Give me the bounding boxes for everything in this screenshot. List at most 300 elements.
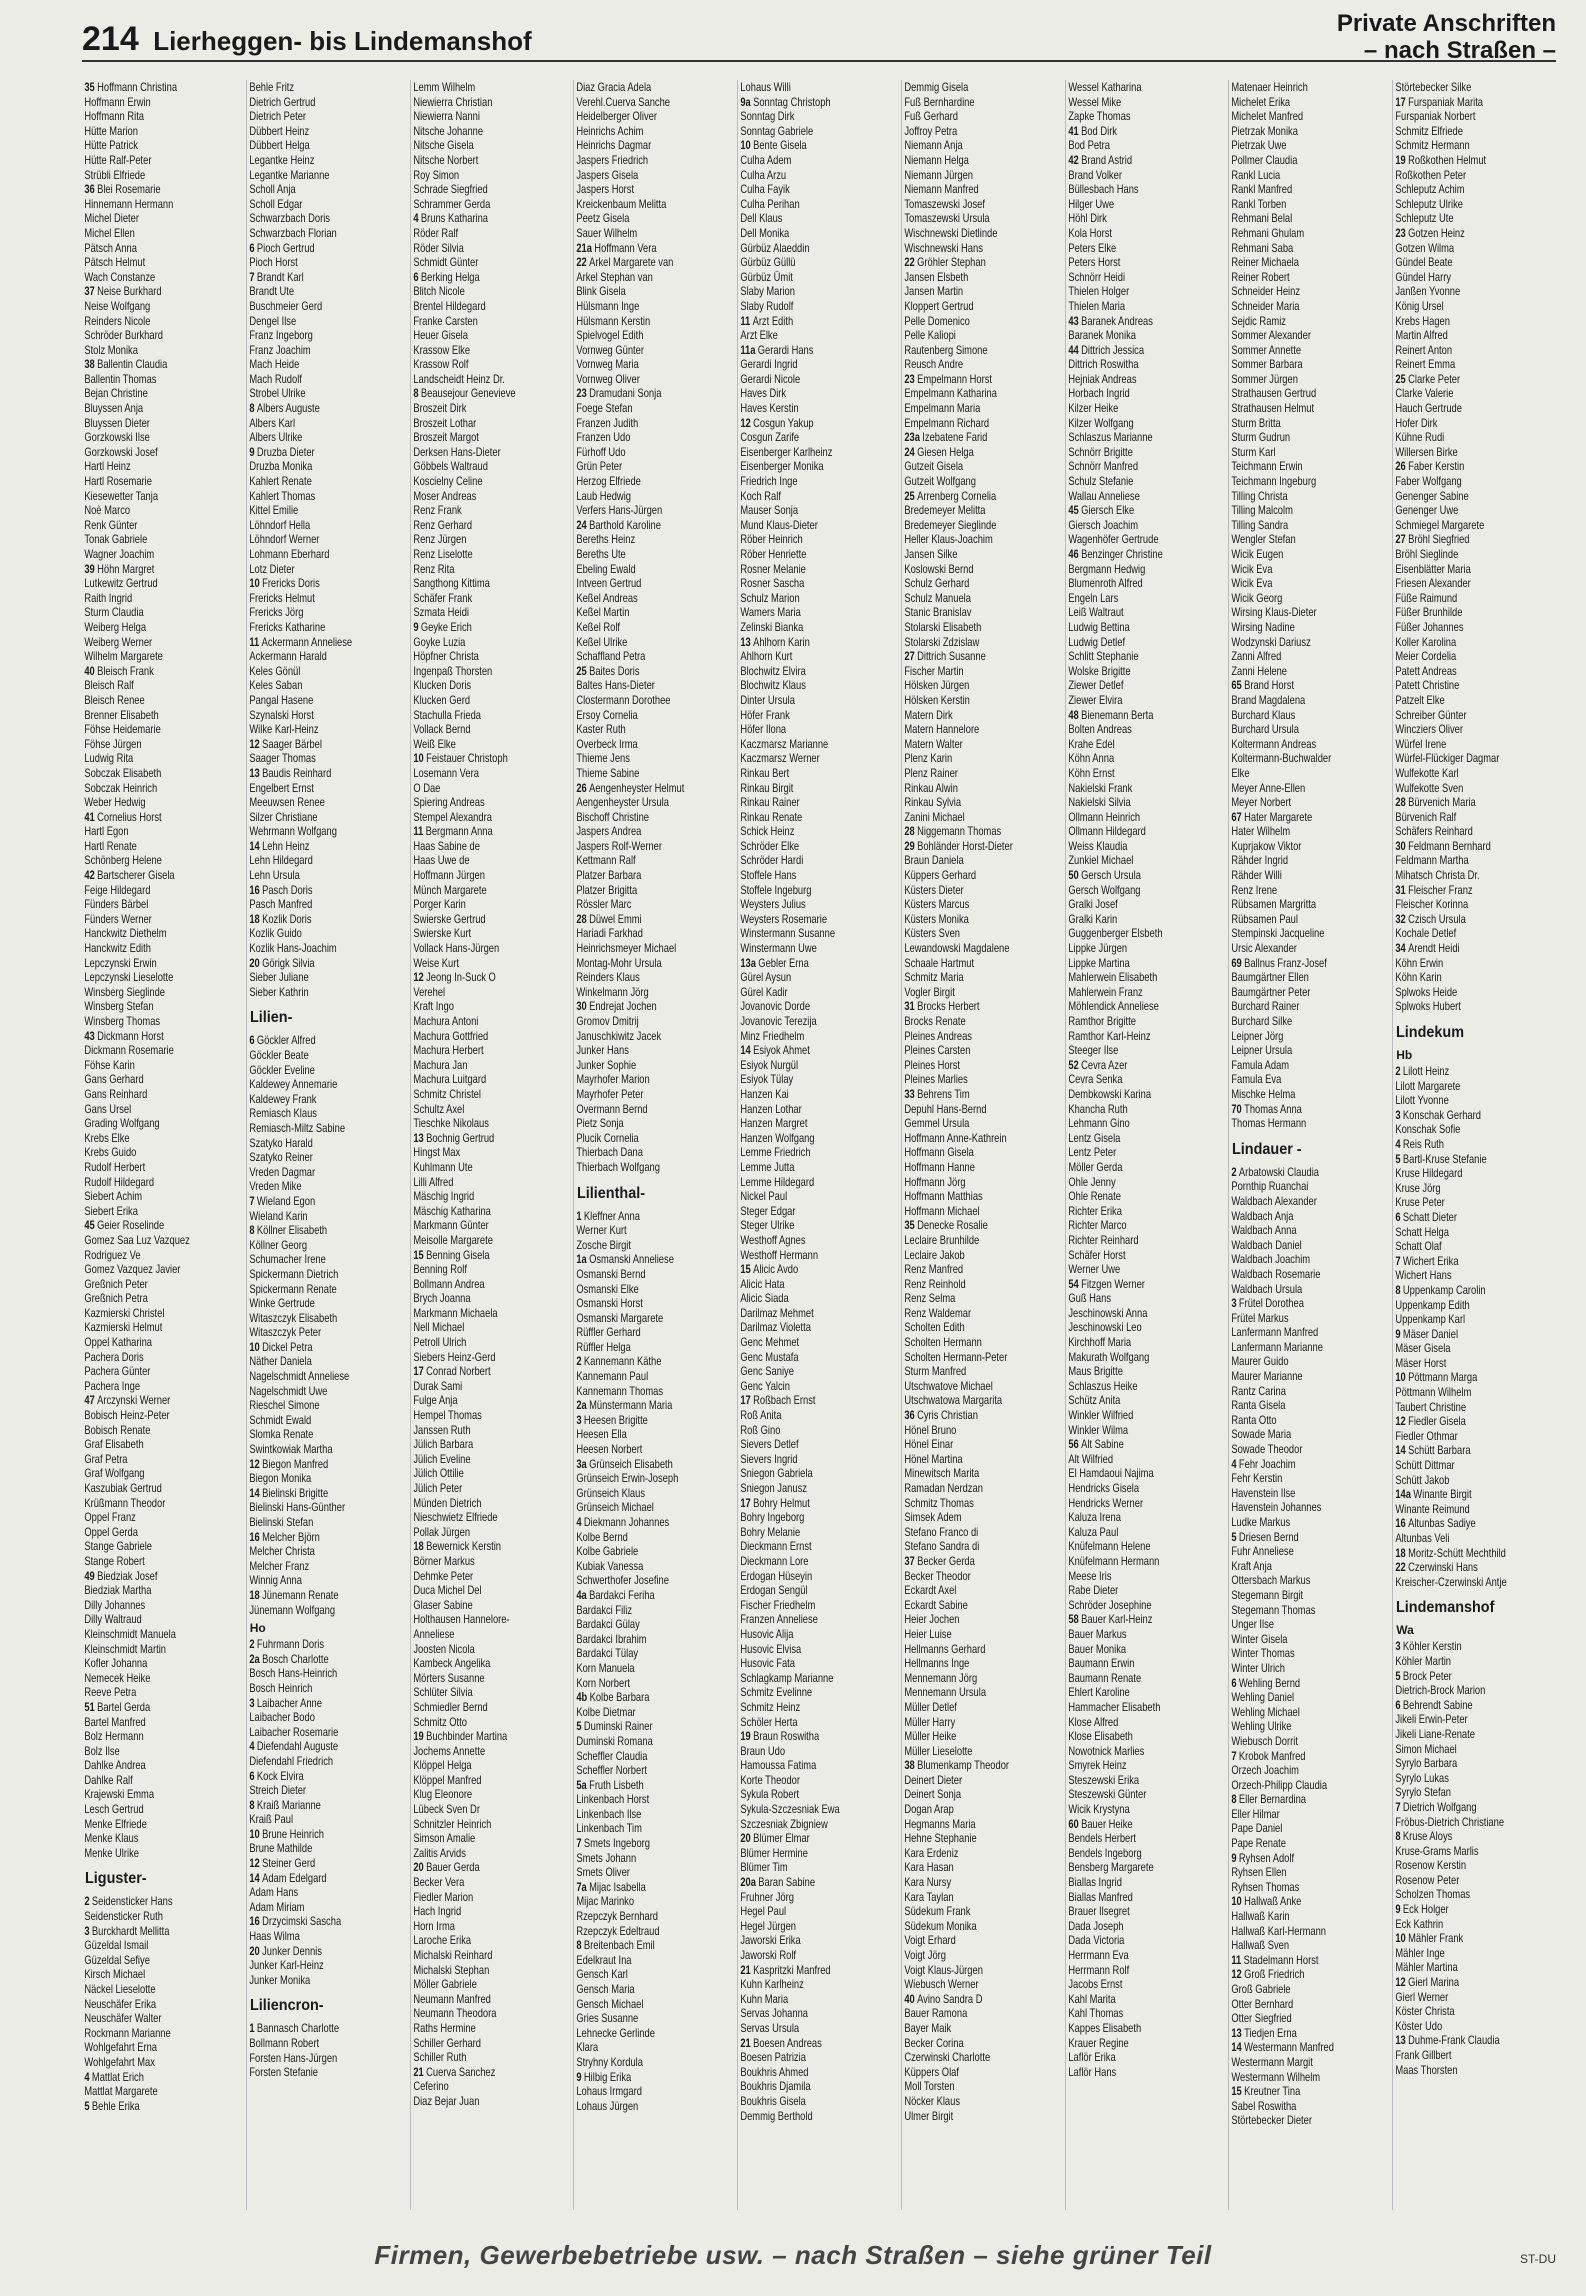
resident-entry [247, 1725, 407, 1740]
resident-name: Wehling Michael [1231, 1704, 1301, 1719]
resident-entry [902, 722, 1062, 737]
resident-entry [738, 314, 898, 329]
resident-entry [574, 1413, 734, 1428]
resident-name: Sniegon Janusz [740, 1481, 808, 1495]
resident-name: Weiss Klaudia [1067, 838, 1128, 853]
resident-entry [247, 547, 407, 562]
resident-name: Stoffele Ingeburg [740, 882, 812, 897]
resident-name: Brauer Ilsegret [1067, 1904, 1130, 1919]
resident-name: Verfers Hans-Jürgen [576, 503, 663, 518]
resident-entry [738, 2094, 898, 2109]
resident-name: Lanfermann Manfred [1231, 1325, 1319, 1340]
resident-entry [411, 1787, 571, 1802]
resident-entry [411, 2094, 571, 2109]
resident-entry [411, 1014, 571, 1029]
resident-name: Renz Rita [412, 561, 454, 576]
resident-name: Machura Antoni [412, 1014, 478, 1028]
resident-name: Laibacher Rosemarie [249, 1724, 339, 1739]
resident-name: Ollmann Heinrich [1067, 809, 1140, 824]
resident-entry [1229, 1427, 1389, 1442]
resident-name: Hütte Patrick [84, 138, 138, 153]
resident-name: Schaffland Petra [576, 649, 646, 664]
resident-entry [574, 693, 734, 708]
resident-entry [247, 314, 407, 329]
resident-name: O Dae [412, 780, 440, 795]
house-number: 8 [1395, 1282, 1401, 1297]
resident-name: Demmig Gisela [904, 80, 969, 94]
resident-name: Baran Sabine [758, 1875, 816, 1890]
resident-entry [411, 1116, 571, 1131]
resident-entry [1393, 1079, 1553, 1094]
resident-entry [738, 1700, 898, 1715]
resident-entry [902, 314, 1062, 329]
house-number: 3 [1395, 1639, 1401, 1654]
resident-entry [902, 926, 1062, 941]
resident-name: Krahe Edel [1067, 736, 1115, 751]
resident-name: Niggemann Thomas [916, 824, 1002, 839]
resident-entry [247, 1783, 407, 1798]
resident-entry [411, 635, 571, 650]
resident-entry [574, 1515, 734, 1530]
resident-entry [247, 620, 407, 635]
resident-entry [574, 781, 734, 796]
resident-name: Bewernick Kerstin [425, 1539, 501, 1554]
resident-name: Büllesbach Hans [1067, 182, 1139, 197]
resident-name: Rehmani Belal [1231, 211, 1293, 226]
resident-entry [738, 1335, 898, 1350]
resident-name: Gürel Aysun [740, 970, 792, 985]
house-number: 37 [84, 284, 95, 299]
resident-entry [411, 970, 571, 985]
resident-entry [1229, 1014, 1389, 1029]
resident-entry [247, 2021, 407, 2036]
resident-name: Dübbert Helga [249, 138, 310, 153]
resident-name: Bartscherer Gisela [97, 868, 175, 883]
resident-name: Linkenbach Ilse [576, 1806, 642, 1821]
resident-entry [82, 1029, 242, 1044]
house-number: 5 [1395, 1151, 1401, 1166]
resident-name: Hilger Uwe [1067, 196, 1114, 211]
resident-entry [247, 95, 407, 110]
resident-entry [82, 1175, 242, 1190]
resident-name: Kozlik Guido [249, 926, 302, 941]
resident-name: Husovic Alija [740, 1626, 794, 1641]
resident-name: Dembkowski Karina [1067, 1086, 1151, 1101]
resident-entry [411, 1393, 571, 1408]
resident-name: Clarke Peter [1408, 371, 1461, 386]
resident-entry [411, 722, 571, 737]
resident-name: Markmann Michaela [412, 1305, 498, 1320]
resident-entry [1393, 1458, 1553, 1473]
resident-name: Mäser Daniel [1403, 1326, 1459, 1341]
resident-name: Pelle Kaliopi [904, 328, 956, 343]
house-number: 22 [904, 255, 915, 270]
resident-entry [738, 1496, 898, 1511]
house-number: 10 [249, 1339, 260, 1354]
resident-entry [738, 678, 898, 693]
house-number: 25 [576, 663, 588, 678]
resident-name: Kochale Detlef [1395, 926, 1457, 941]
resident-name: Haas Uwe de [412, 853, 470, 868]
resident-name: Sauer Wilhelm [576, 225, 638, 240]
resident-entry [82, 226, 242, 241]
resident-entry [1229, 1043, 1389, 1058]
resident-entry [574, 824, 734, 839]
resident-entry [902, 1408, 1062, 1423]
resident-name: Eckardt Axel [904, 1583, 957, 1598]
resident-entry [574, 416, 734, 431]
resident-entry [82, 693, 242, 708]
resident-name: Giesen Helga [916, 444, 974, 459]
resident-name: Brune Heinrich [261, 1826, 324, 1841]
resident-entry [574, 1967, 734, 1982]
resident-entry [574, 839, 734, 854]
resident-name: Fünders Bärbel [84, 897, 149, 912]
resident-entry [1066, 109, 1226, 124]
resident-entry [574, 2084, 734, 2099]
resident-entry [247, 1666, 407, 1681]
resident-name: Biedziak Martha [84, 1583, 152, 1598]
resident-entry [247, 1739, 407, 1754]
resident-entry [82, 1466, 242, 1481]
resident-entry [82, 839, 242, 854]
resident-name: Esiyok Nurgül [740, 1057, 799, 1072]
resident-entry [411, 1627, 571, 1642]
resident-entry [738, 343, 898, 358]
resident-name: Genenger Sabine [1395, 488, 1469, 503]
resident-name: Dell Klaus [740, 211, 783, 226]
resident-name: Havenstein Johannes [1231, 1500, 1322, 1515]
resident-entry [247, 912, 407, 927]
resident-name: Bente Gisela [753, 138, 807, 153]
resident-entry [411, 1379, 571, 1394]
resident-entry [411, 80, 571, 95]
resident-entry [902, 1992, 1062, 2007]
resident-entry [1229, 1676, 1389, 1691]
resident-entry [738, 1992, 898, 2007]
resident-entry [1066, 1087, 1226, 1102]
resident-entry [902, 839, 1062, 854]
resident-name: Schmiedler Bernd [412, 1699, 488, 1714]
resident-name: Dickmann Horst [97, 1028, 164, 1043]
resident-name: Leipner Jörg [1231, 1028, 1284, 1043]
house-number: 14 [1231, 2040, 1243, 2055]
resident-entry [738, 109, 898, 124]
resident-name: Martin Alfred [1395, 328, 1449, 343]
resident-name: Schulz Stefanie [1067, 474, 1134, 489]
resident-name: Hartl Renate [84, 838, 137, 853]
resident-entry [82, 1744, 242, 1759]
resident-entry [82, 518, 242, 533]
resident-entry [1066, 474, 1226, 489]
resident-name: Kraiß Paul [249, 1812, 293, 1827]
resident-name: Bartel Manfred [84, 1714, 146, 1729]
house-number: 8 [412, 386, 419, 401]
resident-name: Feldmann Bernhard [1408, 838, 1492, 853]
resident-entry [902, 226, 1062, 241]
resident-entry [902, 1890, 1062, 1905]
resident-entry [738, 226, 898, 241]
resident-entry [247, 138, 407, 153]
resident-name: Bohry Melanie [740, 1524, 801, 1539]
house-number: 41 [1067, 123, 1079, 138]
resident-entry [574, 474, 734, 489]
resident-name: Föhse Heidemarie [84, 722, 161, 737]
resident-entry [82, 897, 242, 912]
resident-entry [738, 1262, 898, 1277]
resident-entry [411, 1466, 571, 1481]
resident-name: Splwoks Hubert [1395, 999, 1462, 1014]
resident-name: Swierske Gertrud [412, 911, 486, 926]
resident-entry [574, 1807, 734, 1822]
resident-entry [1393, 1990, 1553, 2005]
resident-entry [902, 810, 1062, 825]
resident-name: Gemmel Ursula [904, 1116, 970, 1131]
resident-entry [82, 1909, 242, 1924]
resident-name: Jansen Elsbeth [904, 269, 969, 284]
resident-name: Frank Gillbert [1395, 2048, 1452, 2062]
resident-name: Stryhny Kordula [576, 2054, 644, 2069]
resident-entry [247, 649, 407, 664]
resident-entry [1229, 926, 1389, 941]
resident-name: Kruse-Grams Marlis [1395, 1843, 1479, 1858]
resident-entry [738, 1569, 898, 1584]
resident-name: Börner Markus [412, 1553, 475, 1568]
resident-entry [411, 1233, 571, 1248]
resident-name: Winter Thomas [1231, 1646, 1296, 1661]
resident-name: Stefano Franco di [904, 1524, 979, 1539]
resident-name: Konschak Sofie [1395, 1122, 1461, 1137]
resident-name: Kolbe Barbara [589, 1690, 650, 1705]
resident-entry [738, 503, 898, 518]
resident-entry [1229, 1821, 1389, 1836]
resident-name: Renz Liselotte [412, 547, 473, 561]
resident-entry [1393, 985, 1553, 1000]
resident-entry [247, 1106, 407, 1121]
directory-column [1065, 80, 1226, 2210]
resident-name: Swintkowiak Martha [249, 1442, 333, 1457]
resident-name: Schmidt Günter [412, 255, 478, 270]
resident-entry [1393, 255, 1553, 270]
resident-entry [1229, 693, 1389, 708]
resident-name: Bardakci Gülay [576, 1617, 641, 1632]
resident-entry [411, 1408, 571, 1423]
resident-name: Sykula Robert [740, 1787, 800, 1802]
resident-entry [574, 182, 734, 197]
resident-name: Tonak Gabriele [84, 532, 148, 547]
resident-name: Rabe Dieter [1067, 1583, 1118, 1598]
resident-entry [902, 1642, 1062, 1657]
resident-entry [1066, 182, 1226, 197]
resident-entry [247, 1914, 407, 1929]
resident-entry [1393, 2063, 1553, 2078]
resident-entry [574, 1953, 734, 1968]
resident-entry [574, 678, 734, 693]
resident-entry [1229, 1690, 1389, 1705]
resident-entry [902, 1875, 1062, 1890]
resident-name: Rankl Manfred [1231, 182, 1293, 197]
resident-entry [1066, 1204, 1226, 1219]
resident-name: Esiyok Tülay [740, 1072, 794, 1087]
resident-entry [247, 1754, 407, 1769]
resident-name: Winsberg Sieglinde [84, 984, 165, 999]
resident-name: Gerardi Nicole [740, 371, 801, 386]
resident-entry [247, 1282, 407, 1297]
page-header [82, 20, 532, 59]
house-number: 10 [249, 1826, 260, 1841]
resident-entry [247, 1311, 407, 1326]
resident-entry [82, 853, 242, 868]
resident-entry [82, 1335, 242, 1350]
resident-name: Kazmierski Christel [84, 1305, 165, 1320]
resident-name: Dengel Ilse [249, 313, 296, 328]
resident-name: Hütte Marion [84, 123, 138, 138]
resident-name: Gebler Erna [758, 955, 809, 970]
resident-entry [574, 1457, 734, 1472]
resident-entry [411, 2065, 571, 2080]
resident-name: Witaszczyk Peter [249, 1325, 321, 1340]
resident-entry [1066, 1787, 1226, 1802]
resident-entry [1066, 1598, 1226, 1613]
resident-entry [1393, 372, 1553, 387]
house-number: 31 [1395, 882, 1406, 897]
resident-name: Szmata Heidi [412, 605, 469, 620]
resident-entry [1229, 1588, 1389, 1603]
resident-entry [1066, 926, 1226, 941]
resident-name: Knüfelmann Hermann [1067, 1553, 1160, 1568]
resident-name: Patzelt Elke [1395, 692, 1445, 707]
resident-name: Zanni Alfred [1231, 649, 1282, 664]
resident-entry [902, 1058, 1062, 1073]
resident-entry [411, 591, 571, 606]
resident-name: Zosche Birgit [576, 1237, 632, 1252]
resident-name: Thomas Anna [1244, 1101, 1303, 1116]
resident-entry [82, 1043, 242, 1058]
resident-entry [902, 1160, 1062, 1175]
resident-name: Moritz-Schütt Mechthild [1408, 1545, 1507, 1560]
resident-entry [411, 1072, 571, 1087]
resident-entry [1066, 605, 1226, 620]
resident-name: Alt Wilfried [1067, 1451, 1113, 1466]
resident-name: Depuhl Hans-Bernd [904, 1101, 987, 1116]
resident-name: Keßel Andreas [576, 590, 639, 605]
resident-entry [1393, 270, 1553, 285]
resident-entry [1393, 1312, 1553, 1327]
resident-entry [82, 489, 242, 504]
resident-entry [902, 445, 1062, 460]
resident-entry [902, 503, 1062, 518]
resident-name: Ehlert Karoline [1067, 1685, 1130, 1700]
resident-entry [574, 1238, 734, 1253]
resident-entry [574, 1821, 734, 1836]
resident-entry [738, 489, 898, 504]
resident-name: Syrylo Lukas [1395, 1770, 1450, 1785]
resident-name: Löhndorf Werner [249, 532, 320, 547]
resident-name: Silzer Christiane [249, 809, 318, 824]
resident-entry [1066, 284, 1226, 299]
resident-entry [902, 270, 1062, 285]
resident-name: Düwel Emmi [589, 911, 642, 926]
resident-name: Würfel-Flückiger Dagmar [1395, 751, 1500, 766]
resident-entry [1229, 1938, 1389, 1953]
resident-name: Ludwig Bettina [1067, 619, 1130, 634]
resident-name: Legantke Marianne [249, 167, 330, 182]
resident-entry [574, 1145, 734, 1160]
resident-entry [902, 781, 1062, 796]
resident-name: Störtebecker Silke [1395, 80, 1472, 94]
resident-name: Empelmann Horst [916, 371, 992, 386]
directory-column [1392, 80, 1553, 2210]
resident-name: Näther Daniela [249, 1354, 312, 1369]
resident-entry [1066, 124, 1226, 139]
resident-name: Siebers Heinz-Gerd [412, 1349, 496, 1364]
resident-name: Guggenberger Elsbeth [1067, 926, 1163, 941]
resident-entry [1229, 1982, 1389, 1997]
resident-name: Spiering Andreas [412, 795, 485, 810]
resident-name: Heinrichs Dagmar [576, 138, 652, 153]
resident-entry [574, 941, 734, 956]
resident-entry [1229, 430, 1389, 445]
resident-name: Waldbach Joachim [1231, 1252, 1311, 1267]
resident-name: Rockmann Marianne [84, 2025, 171, 2040]
resident-entry [1393, 459, 1553, 474]
resident-entry [1229, 2026, 1389, 2041]
resident-name: Brentel Hildegard [412, 298, 486, 313]
resident-name: Werner Kurt [576, 1223, 627, 1238]
resident-entry [902, 1189, 1062, 1204]
resident-entry [1066, 1642, 1226, 1657]
resident-entry [411, 824, 571, 839]
resident-entry [574, 1223, 734, 1238]
resident-entry [574, 386, 734, 401]
resident-name: Koller Karolina [1395, 634, 1457, 649]
house-number: 12 [249, 736, 260, 751]
resident-name: Konschak Gerhard [1403, 1107, 1482, 1122]
house-number: 8 [1231, 1792, 1237, 1807]
resident-entry [247, 1973, 407, 1988]
resident-name: Keßel Rolf [576, 619, 621, 634]
resident-entry [738, 1933, 898, 1948]
resident-name: Hellmanns Inge [904, 1656, 970, 1671]
resident-name: Vornweg Günter [576, 342, 645, 357]
resident-name: Husovic Elvisa [740, 1641, 802, 1656]
resident-entry [1393, 489, 1553, 504]
resident-entry [1393, 576, 1553, 591]
resident-entry [82, 270, 242, 285]
house-number: 3 [249, 1695, 255, 1710]
resident-name: Weysters Julius [740, 897, 806, 912]
resident-name: Schwerthofer Josefine [576, 1573, 670, 1588]
resident-entry [82, 781, 242, 796]
resident-name: Thielen Maria [1067, 298, 1125, 313]
resident-entry [1229, 386, 1389, 401]
resident-entry [82, 883, 242, 898]
resident-entry [902, 883, 1062, 898]
resident-name: Syrylo Barbara [1395, 1756, 1458, 1771]
resident-name: Culha Fayik [740, 182, 790, 197]
resident-entry [247, 1588, 407, 1603]
resident-name: Pape Daniel [1231, 1821, 1283, 1836]
resident-name: Szynalski Horst [249, 707, 314, 722]
resident-entry [82, 1539, 242, 1554]
resident-name: Göckler Eveline [249, 1062, 315, 1077]
resident-name: Pietrzak Monika [1231, 123, 1299, 138]
resident-entry [738, 1189, 898, 1204]
resident-name: Minewitsch Marita [904, 1466, 980, 1481]
house-number: 13 [1395, 2033, 1406, 2048]
resident-entry [247, 1471, 407, 1486]
resident-name: Engeln Lars [1067, 590, 1118, 605]
